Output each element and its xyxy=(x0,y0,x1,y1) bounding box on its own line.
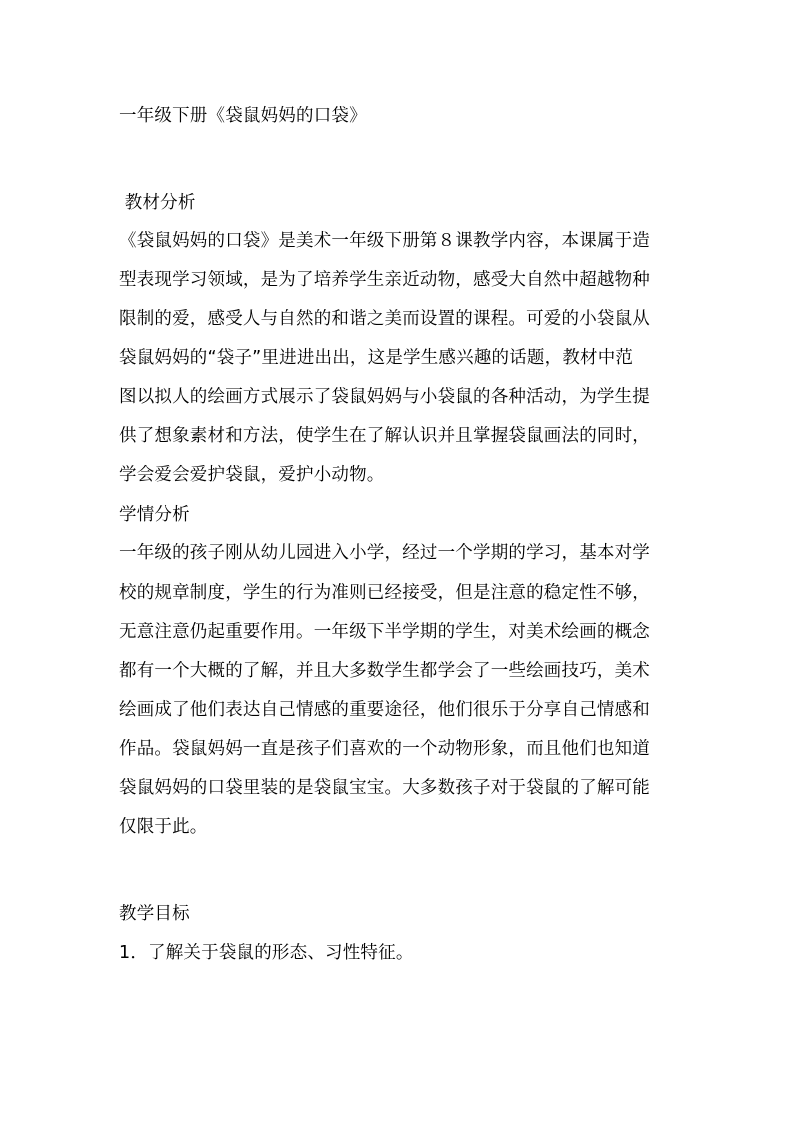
objective-item: 1．了解关于袋鼠的形态、习性特征。 xyxy=(119,943,414,963)
paragraph-line: 仅限于此。 xyxy=(119,817,208,837)
document-title: 一年级下册《袋鼠妈妈的口袋》 xyxy=(119,106,367,126)
paragraph-line: 供了想象素材和方法，使学生在了解认识并且掌握袋鼠画法的同时， xyxy=(119,426,650,446)
paragraph-line: 袋鼠妈妈的“袋子”里进进出出，这是学生感兴趣的话题，教材中范 xyxy=(119,348,634,368)
paragraph-line: 《袋鼠妈妈的口袋》是美术一年级下册第８课教学内容，本课属于造 xyxy=(119,231,650,251)
paragraph-line: 绘画成了他们表达自己情感的重要途径，他们很乐于分享自己情感和 xyxy=(119,700,650,720)
paragraph-line: 袋鼠妈妈的口袋里装的是袋鼠宝宝。大多数孩子对于袋鼠的了解可能 xyxy=(119,778,650,798)
paragraph-line: 型表现学习领域，是为了培养学生亲近动物，感受大自然中超越物种 xyxy=(119,270,650,290)
paragraph-line: 图以拟人的绘画方式展示了袋鼠妈妈与小袋鼠的各种活动，为学生提 xyxy=(119,387,650,407)
section-heading-material-analysis: 教材分析 xyxy=(119,193,196,213)
paragraph-line: 无意注意仍起重要作用。一年级下半学期的学生，对美术绘画的概念 xyxy=(119,622,650,642)
paragraph-line: 作品。袋鼠妈妈一直是孩子们喜欢的一个动物形象，而且他们也知道 xyxy=(119,739,650,759)
paragraph-line: 都有一个大概的了解，并且大多数学生都学会了一些绘画技巧，美术 xyxy=(119,661,650,681)
paragraph-line: 一年级的孩子刚从幼儿园进入小学，经过一个学期的学习，基本对学 xyxy=(119,543,650,563)
section-heading-learner-analysis: 学情分析 xyxy=(119,505,190,525)
section-heading-teaching-objectives: 教学目标 xyxy=(119,904,190,924)
paragraph-line: 校的规章制度，学生的行为准则已经接受，但是注意的稳定性不够， xyxy=(119,583,650,603)
paragraph-line: 限制的爱，感受人与自然的和谐之美而设置的课程。可爱的小袋鼠从 xyxy=(119,309,650,329)
paragraph-line: 学会爱会爱护袋鼠，爱护小动物。 xyxy=(119,465,385,485)
